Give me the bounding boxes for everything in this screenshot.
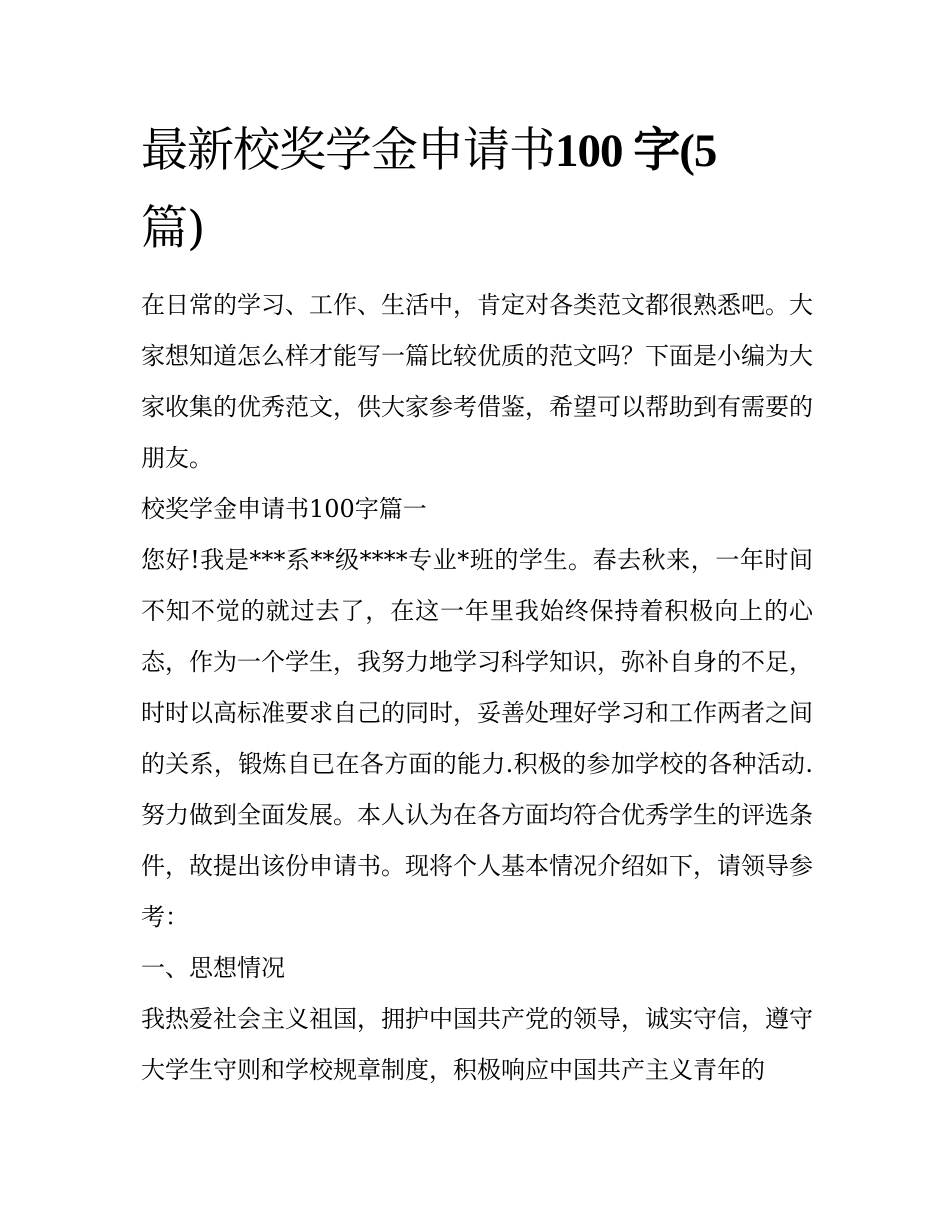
- title-line-2: 篇): [141, 201, 205, 256]
- subheading-thoughts: 一、思想情况: [141, 954, 285, 982]
- section-heading-1: 校奖学金申请书100字篇一: [141, 495, 427, 523]
- document-title: [141, 112, 813, 268]
- thoughts-paragraph: 我热爱社会主义祖国，拥护中国共产党的领导，诚实守信，遵守大学生守则和学校规章制度，积极响应中国共产主义青年的: [141, 1005, 813, 1084]
- title-latin: 100 字(5: [555, 125, 717, 177]
- letter-paragraph: 您好!我是***系**级****专业*班的学生。春去秋来，一年时间不知不觉的就过去了，在这一年里我始终保持着积极向上的心态，作为一个学生，我努力地学习科学知识，弥补自身的不足，时时以高标准要求自己的同时，妥善处理好学习和工作两者之间的关系，锻炼自已在各方面的能力.积极的参加学校的各种活动.努力做到全面发展。本人认为在各方面均符合优秀学生的评选条件，故提出该份申请书。现将个人基本情况介绍如下，请领导参考：: [141, 546, 813, 931]
- document-content: [141, 112, 813, 1096]
- title-cjk: 最新校奖学金申请书: [141, 123, 555, 178]
- document-body: [141, 280, 813, 1096]
- intro-paragraph: 在日常的学习、工作、生活中，肯定对各类范文都很熟悉吧。大家想知道怎么样才能写一篇比较优质的范文吗？下面是小编为大家收集的优秀范文，供大家参考借鉴，希望可以帮助到有需要的朋友。: [141, 291, 813, 472]
